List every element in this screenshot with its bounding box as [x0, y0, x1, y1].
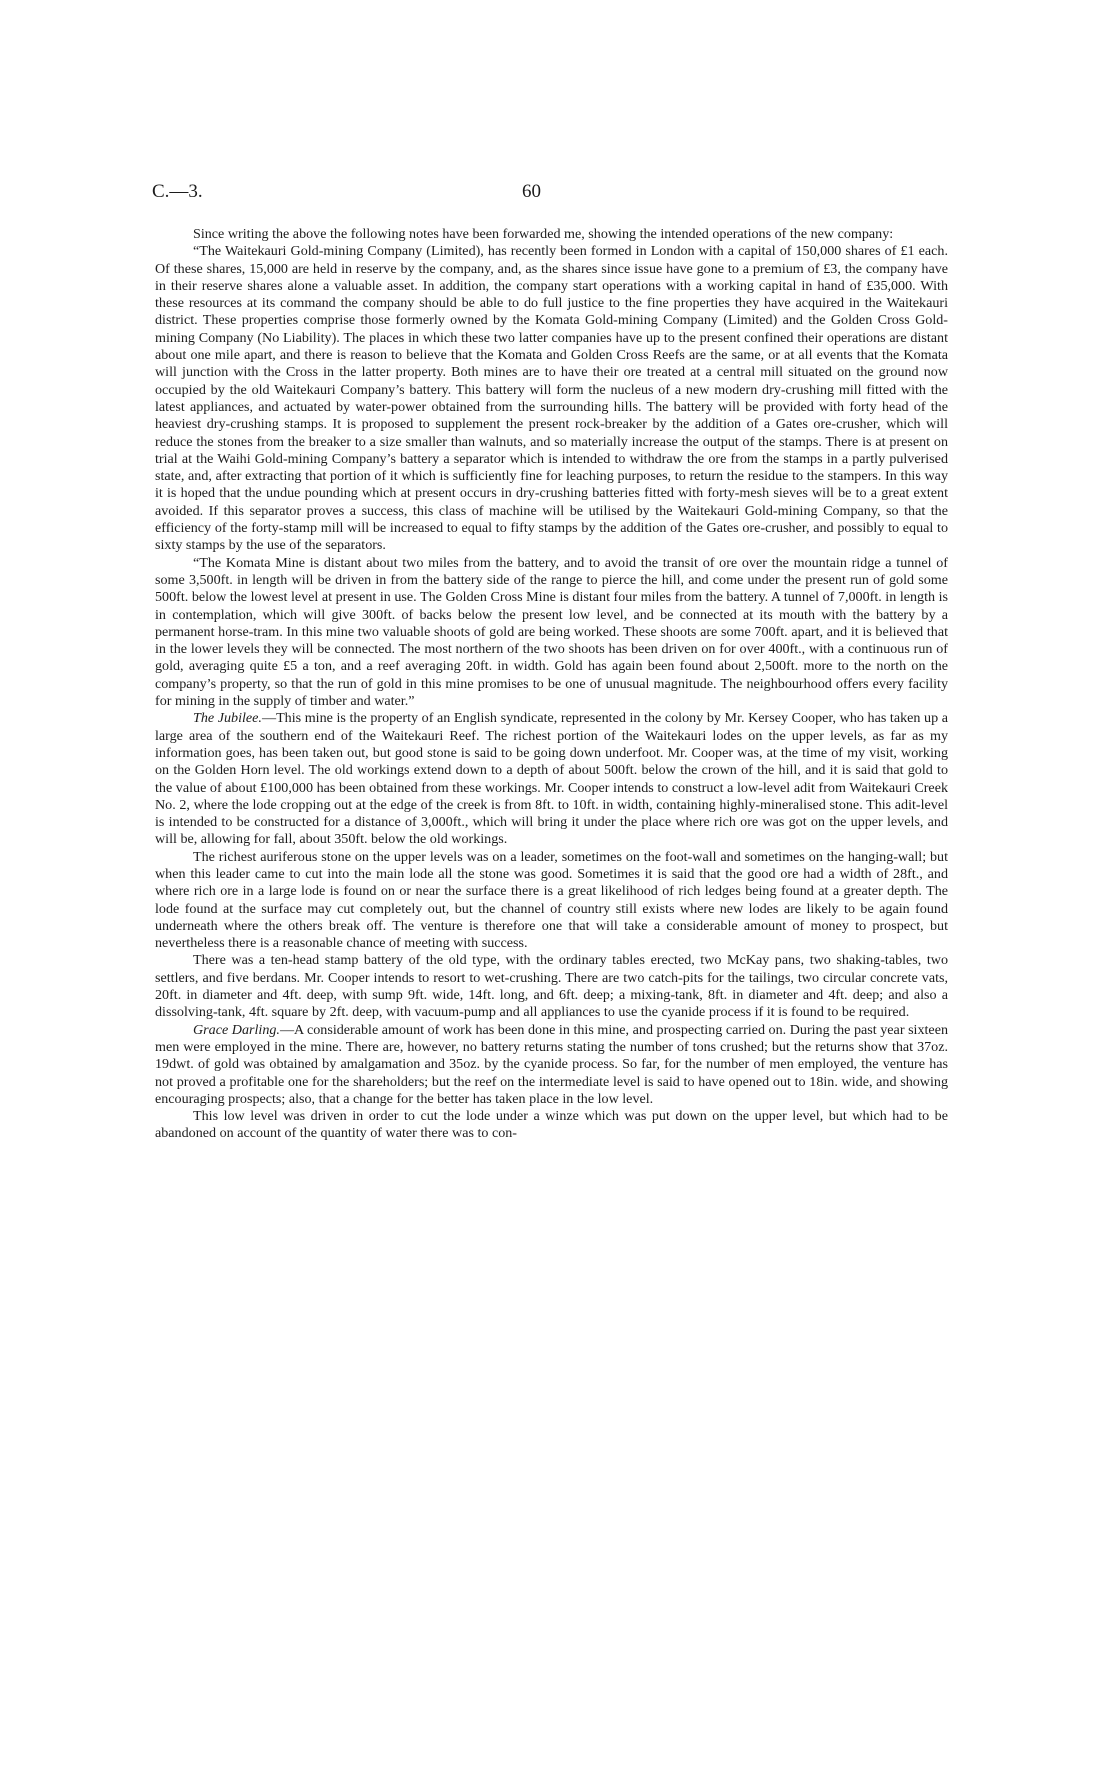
paragraph-text: This low level was driven in order to cut the lode under a winze which was put down on the upper level, but which had to be abandoned on account of the quantity of water there was to con-	[155, 1108, 948, 1142]
paragraph-text: Since writing the above the following notes have been forwarded me, showing the intended operations of the new company:	[193, 226, 894, 242]
paragraph-text: —This mine is the property of an English syndicate, represented in the colony by Mr. Kersey Cooper, who has taken up a large area of the southern end of the Waitekauri Reef. The richest portion of the Waitekauri lodes on the upper levels, as far as my information goes, has been taken out, but good stone is said to be going down underfoot. Mr. Cooper was, at the time of my visit, working on the Golden Horn level. The old workings extend down to a depth of about 500ft. below the crown of the hill, and it is said that gold to the value of about £100,000 has been obtained from these workings. Mr. Cooper intends to construct a low-level adit from Waitekauri Creek No. 2, where the lode cropping out at the edge of the creek is from 8ft. to 10ft. in width, containing highly-mineralised stone. This adit-level is intended to be constructed for a distance of 3,000ft., which will bring it under the place where rich ore was got on the upper levels, and will be, allowing for fall, about 350ft. below the old workings.	[155, 710, 948, 848]
paragraph-intro	[155, 226, 948, 243]
paragraph-auriferous-stone	[155, 849, 948, 953]
paragraph-jubilee	[155, 710, 948, 848]
paragraph-text: “The Waitekauri Gold-mining Company (Limited), has recently been formed in London with a capital of 150,000 shares of £1 each. Of these shares, 15,000 are held in reserve by the company, and, as the shares since issue have gone to a premium of £3, the company have in their reserve shares alone a valuable asset. In addition, the company start operations with a working capital in hand of £35,000. With these resources at its command the company should be able to do full justice to the fine properties they have acquired in the Waitekauri district. These properties comprise those formerly owned by the Komata Gold-mining Company (Limited) and the Golden Cross Gold-mining Company (No Liability). The places in which these two latter companies have up to the present confined their operations are distant about one mile apart, and there is reason to believe that the Komata and Golden Cross Reefs are the same, or at all events that the Komata will junction with the Cross in the latter property. Both mines are to have their ore treated at a central mill situated on the ground now occupied by the old Waitekauri Company’s battery. This battery will form the nucleus of a new modern dry-crushing mill fitted with the latest appliances, and actuated by water-power obtained from the surrounding hills. The battery will be provided with forty head of the heaviest dry-crushing stamps. It is proposed to supplement the present rock-breaker by the addition of a Gates ore-crusher, which will reduce the stones from the breaker to a size smaller than walnuts, and so materially increase the output of the stamps. There is at present on trial at the Waihi Gold-mining Company’s battery a separator which is intended to withdraw the ore from the stamps in a partly pulverised state, and, after extracting that portion of it which is sufficiently fine for leaching purposes, to return the residue to the stampers. In this way it is hoped that the undue pounding which at present occurs in dry-crushing batteries fitted with forty-mesh sieves will be to a great extent avoided. If this separator proves a success, this class of machine will be utilised by the Waitekauri Gold-mining Company, so that the efficiency of the forty-stamp mill will be increased to equal to fifty stamps by the addition of the Gates ore-crusher, and possibly to equal to sixty stamps by the use of the separators.	[155, 243, 948, 554]
document-code: C.—3.	[152, 181, 203, 202]
paragraph-company-notes	[155, 243, 948, 554]
paragraph-komata-mine	[155, 555, 948, 711]
paragraph-text: The richest auriferous stone on the upper levels was on a leader, sometimes on the foot-wall and sometimes on the hanging-wall; but when this leader came to cut into the main lode all the stone was good. Sometimes it is said that the good ore had a width of 28ft., and where rich ore in a large lode is found on or near the surface there is a great likelihood of rich ledges being found at a greater depth. The lode found at the surface may cut completely out, but the channel of country still exists where new lodes are likely to be again found underneath where the others break off. The venture is therefore one that will take a considerable amount of money to prospect, but nevertheless there is a reasonable chance of meeting with success.	[155, 848, 948, 952]
body-text	[155, 226, 948, 1143]
paragraph-low-level	[155, 1108, 948, 1143]
page-number: 60	[522, 181, 541, 202]
section-lead-jubilee: The Jubilee.	[193, 710, 262, 727]
paragraph-text: There was a ten-head stamp battery of the old type, with the ordinary tables erected, two McKay pans, two shaking-tables, two settlers, and five berdans. Mr. Cooper intends to resort to wet-crushing. There are two catch-pits for the tailings, two circular concrete vats, 20ft. in diameter and 4ft. deep, with sump 9ft. wide, 14ft. long, and 6ft. deep; a mixing-tank, 8ft. in diameter and 4ft. deep; and also a dissolving-tank, 4ft. square by 2ft. deep, with vacuum-pump and all appliances to use the cyanide process if it is found to be required.	[155, 952, 948, 1021]
paragraph-text: “The Komata Mine is distant about two miles from the battery, and to avoid the transit of ore over the mountain ridge a tunnel of some 3,500ft. in length will be driven in from the battery side of the range to pierce the hill, and come under the present run of gold some 500ft. below the lowest level at present in use. The Golden Cross Mine is distant four miles from the battery. A tunnel of 7,000ft. in length is in contemplation, which will give 300ft. of backs below the present low level, and be connected at its mouth with the battery by a permanent horse-tram. In this mine two valuable shoots of gold are being worked. These shoots are some 700ft. apart, and it is believed that in the lower levels they will be connected. The most northern of the two shoots has been driven on for over 400ft., with a continuous run of gold, averaging quite £5 a ton, and a reef averaging 20ft. in width. Gold has again been found about 2,500ft. more to the north on the company’s property, so that the run of gold in this mine promises to be one of unusual magnitude. The neighbourhood offers every facility for mining in the supply of timber and water.”	[155, 554, 948, 710]
page-header	[152, 181, 948, 205]
section-lead-grace-darling: Grace Darling.	[193, 1021, 280, 1038]
paragraph-grace-darling	[155, 1022, 948, 1108]
paragraph-text: —A considerable amount of work has been done in this mine, and prospecting carried on. During the past year sixteen men were employed in the mine. There are, however, no battery returns stating the number of tons crushed; but the returns show that 37oz. 19dwt. of gold was obtained by amalgamation and 35oz. by the cyanide process. So far, for the number of men employed, the venture has not proved a profitable one for the shareholders; but the reef on the intermediate level is said to have opened out to 18in. wide, and showing encouraging prospects; also, that a change for the better has taken place in the low level.	[155, 1021, 948, 1107]
paragraph-stamp-battery	[155, 952, 948, 1021]
